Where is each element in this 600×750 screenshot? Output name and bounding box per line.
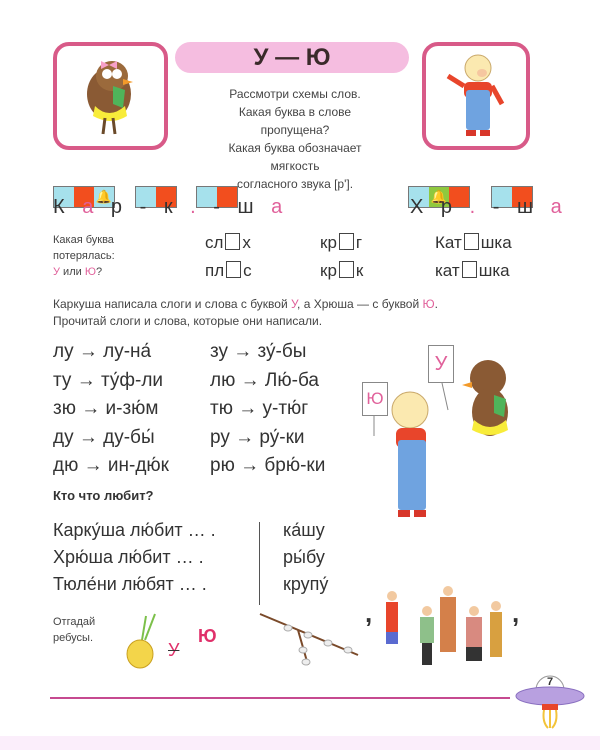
gap-word: сл х [205,233,251,252]
list-item: лю → Лю́-ба [210,369,319,391]
khryusha-frame [422,42,530,150]
gap-word: кр к [320,261,364,280]
willow-branch-icon [258,610,368,670]
letter: р [110,196,129,218]
choice-or: или [60,266,85,278]
list-item: тю → у-тю́г [210,398,309,419]
rebus-label-line: ребусы. [53,632,94,644]
instruction-line: Какая буква обозначает мягкость [228,141,362,173]
answers [283,517,328,598]
rebus-comma: , [512,598,520,628]
footer-line [50,697,510,699]
page-number: 7 [546,676,554,688]
sign-yu: Ю [362,382,388,416]
word-karkusha [53,196,288,219]
sentence: Тюле́ни лю́бят … . [53,574,207,594]
replacement-letter: Ю [198,626,217,646]
question-line: Какая буква [53,234,114,246]
letter: К [53,196,71,218]
letter: - [492,196,506,218]
rebus-label-line: Отгадай [53,616,96,628]
letter: - [213,196,226,218]
onion-icon [120,612,175,672]
letter: ш [237,196,260,218]
letter-box[interactable] [462,261,477,278]
instructions [215,85,375,193]
letter: - [139,196,153,218]
page-title: У — Ю [175,42,409,73]
choice-u: У [53,266,60,278]
letter: а [271,196,289,218]
list-item: зу → зу́-бы [210,341,307,362]
letter-box[interactable] [225,233,240,250]
people-walking-icon [378,582,518,672]
gap-word: кр г [320,233,363,252]
letter-box[interactable] [339,261,354,278]
letter-box[interactable] [226,261,241,278]
list-item: ту → ту́ф-ли [53,369,164,391]
answer-word[interactable]: ры́бу [283,547,325,567]
pig-illustration [426,46,526,146]
list-item: дю → ин-дю́к [53,455,169,476]
letter: ш [516,196,539,218]
crossed-letter: У [168,640,180,660]
instruction-line: Какая буква в слове пропущена? [238,105,352,137]
owl-illustration [57,46,164,146]
missing-letter-question [53,232,115,280]
choice-yu: Ю [84,266,96,278]
bell-icon: 🔔 [94,187,114,207]
sentences [53,517,216,598]
question-line: потерялась: [53,250,115,262]
letter: а [550,196,568,218]
divider [259,522,260,605]
instruction-line: Рассмотри схемы слов. [229,87,361,101]
word-list-col1 [53,338,169,481]
list-item: рю → брю́-ки [210,455,326,476]
letter: Х [410,196,430,218]
choice-line [53,264,115,280]
letter-box[interactable] [464,233,479,250]
missing-letter: . [469,196,482,218]
who-likes-heading: Кто что любит? [53,488,154,503]
gap-word: пл с [205,261,252,280]
letter: р [440,196,459,218]
pig-and-owl-drawing [360,340,540,525]
sentence: Хрю́ша лю́бит … . [53,547,204,567]
list-item: ду → ду-бы́ [53,426,155,448]
word-list-col2 [210,338,325,481]
characters-illustration [360,340,540,525]
letter-box[interactable] [339,233,354,250]
rebus-label [53,614,95,646]
instruction-line: согласного звука [р']. [236,177,354,191]
sign-u: У [428,345,454,383]
gap-word: Кат шка [435,233,512,252]
list-item: ру → ру́-ки [210,426,305,448]
reading-instructions: Каркуша написала слоги и слова с буквой У, а Хрюша — с буквой Ю. Прочитай слоги и слова, которые они написали. [53,297,438,328]
letter: к [163,196,179,218]
bell-icon: 🔔 [429,187,449,207]
list-item: зю → и-зю́м [53,398,159,419]
answer-word[interactable]: крупу́ [283,574,329,594]
karkusha-frame [53,42,168,150]
word-khryusha [410,196,568,219]
sentence: Карку́ша лю́бит … . [53,520,216,540]
missing-letter: . [190,196,202,218]
rebus-comma: , [365,598,373,628]
answer-word[interactable]: ка́шу [283,520,325,540]
gap-word: кат шка [435,261,510,280]
question-mark: ? [95,266,103,278]
list-item: лу → лу-на́ [53,341,152,362]
bottom-band [0,736,600,750]
letter: а [82,196,100,218]
